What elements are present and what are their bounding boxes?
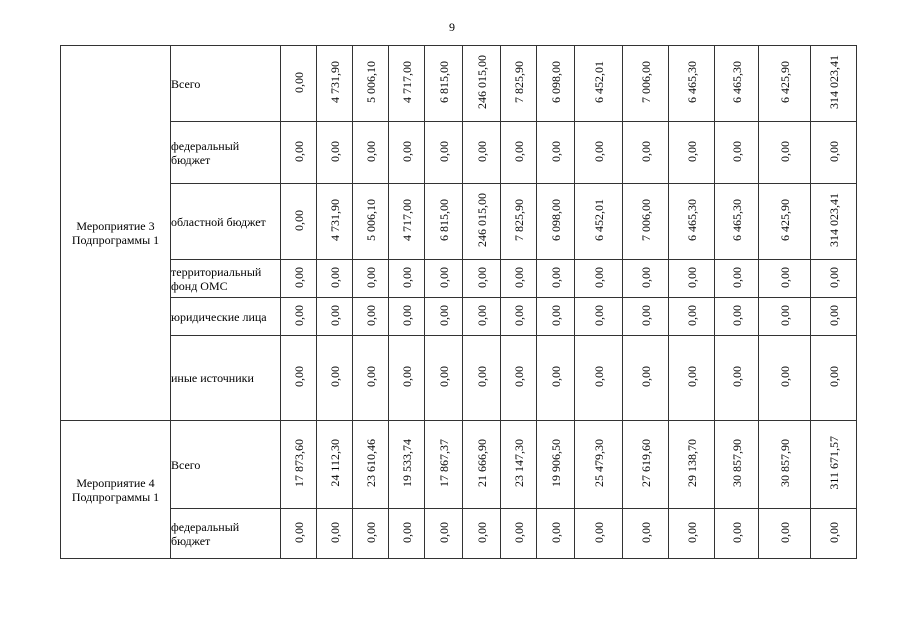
value-cell: [425, 336, 463, 421]
value-cell: [623, 122, 669, 184]
value-cell: [389, 46, 425, 122]
value-text: 0,00: [511, 266, 526, 288]
table-row: [61, 421, 857, 509]
value-cell: [575, 298, 623, 336]
value-cell: [669, 122, 715, 184]
value-cell: [317, 509, 353, 559]
value-cell: [353, 298, 389, 336]
table-row: [61, 122, 857, 184]
value-text: 6 098,00: [548, 61, 563, 103]
value-cell: [575, 336, 623, 421]
value-text: 7 006,00: [638, 61, 653, 103]
value-text: 0,00: [363, 366, 378, 387]
value-text: 0,00: [826, 521, 841, 543]
value-text: 314 023,41: [826, 55, 841, 109]
value-text: 0,00: [591, 521, 606, 543]
table-row: [61, 260, 857, 298]
value-text: 7 825,90: [511, 61, 526, 103]
value-cell: [463, 184, 501, 260]
funding-source: федеральный бюджет: [171, 509, 281, 559]
value-cell: [463, 298, 501, 336]
value-cell: [425, 122, 463, 184]
value-text: 0,00: [591, 266, 606, 288]
value-cell: [715, 184, 759, 260]
table-row: [61, 336, 857, 421]
value-cell: [759, 260, 811, 298]
value-cell: [575, 184, 623, 260]
value-cell: [759, 122, 811, 184]
value-text: 0,00: [291, 521, 306, 543]
value-text: 0,00: [729, 521, 744, 543]
value-cell: [317, 336, 353, 421]
value-text: 0,00: [327, 140, 342, 162]
value-cell: [623, 46, 669, 122]
value-text: 311 671,57: [826, 436, 841, 490]
value-cell: [389, 298, 425, 336]
value-text: 6 425,90: [777, 199, 792, 241]
event-name: Мероприятие 4 Подпрограммы 1: [61, 421, 171, 559]
value-text: 0,00: [474, 304, 489, 326]
value-text: 0,00: [291, 140, 306, 162]
value-text: 0,00: [363, 304, 378, 326]
value-text: 6 098,00: [548, 199, 563, 241]
value-text: 29 138,70: [684, 439, 699, 487]
value-text: 0,00: [638, 266, 653, 288]
value-cell: [501, 336, 537, 421]
value-text: 0,00: [436, 140, 451, 162]
value-text: 7 006,00: [638, 199, 653, 241]
value-cell: [317, 298, 353, 336]
value-text: 6 815,00: [436, 61, 451, 103]
value-cell: [281, 298, 317, 336]
value-cell: [669, 421, 715, 509]
value-text: 0,00: [548, 266, 563, 288]
value-cell: [537, 336, 575, 421]
value-text: 5 006,10: [363, 199, 378, 241]
value-cell: [389, 509, 425, 559]
value-cell: [537, 122, 575, 184]
value-cell: [537, 260, 575, 298]
value-cell: [463, 260, 501, 298]
value-cell: [759, 298, 811, 336]
value-cell: [537, 509, 575, 559]
value-cell: [425, 260, 463, 298]
value-text: 0,00: [399, 140, 414, 162]
value-text: 0,00: [474, 366, 489, 387]
funding-source: юридические лица: [171, 298, 281, 336]
value-text: 0,00: [684, 304, 699, 326]
value-cell: [389, 260, 425, 298]
value-text: 0,00: [826, 304, 841, 326]
value-cell: [715, 260, 759, 298]
value-text: 246 015,00: [474, 193, 489, 247]
value-text: 0,00: [474, 140, 489, 162]
value-cell: [317, 46, 353, 122]
value-cell: [575, 122, 623, 184]
value-cell: [537, 184, 575, 260]
value-text: 0,00: [638, 140, 653, 162]
value-text: 0,00: [291, 366, 306, 387]
value-text: 0,00: [684, 266, 699, 288]
value-cell: [281, 46, 317, 122]
value-text: 0,00: [777, 304, 792, 326]
value-text: 27 619,60: [638, 439, 653, 487]
value-cell: [575, 421, 623, 509]
value-cell: [669, 184, 715, 260]
value-cell: [575, 46, 623, 122]
value-text: 4 717,00: [399, 61, 414, 103]
value-text: 25 479,30: [591, 439, 606, 487]
value-text: 24 112,30: [327, 439, 342, 487]
value-text: 0,00: [684, 140, 699, 162]
funding-source: Всего: [171, 421, 281, 509]
value-cell: [669, 336, 715, 421]
value-text: 0,00: [399, 266, 414, 288]
value-text: 0,00: [291, 209, 306, 231]
value-cell: [715, 421, 759, 509]
value-cell: [317, 421, 353, 509]
value-text: 6 452,01: [591, 61, 606, 103]
table-row: [61, 46, 857, 122]
value-text: 0,00: [511, 521, 526, 543]
value-text: 0,00: [638, 366, 653, 387]
value-cell: [811, 298, 857, 336]
value-text: 314 023,41: [826, 193, 841, 247]
funding-source: иные источники: [171, 336, 281, 421]
value-cell: [811, 336, 857, 421]
value-text: 6 452,01: [591, 199, 606, 241]
funding-source: федеральный бюджет: [171, 122, 281, 184]
value-text: 0,00: [399, 521, 414, 543]
value-text: 6 465,30: [729, 199, 744, 241]
value-cell: [353, 421, 389, 509]
value-cell: [623, 298, 669, 336]
value-text: 0,00: [291, 266, 306, 288]
value-text: 246 015,00: [474, 55, 489, 109]
value-text: 23 610,46: [363, 439, 378, 487]
value-text: 6 425,90: [777, 61, 792, 103]
value-cell: [463, 46, 501, 122]
value-cell: [389, 122, 425, 184]
value-text: 17 873,60: [291, 439, 306, 487]
value-cell: [759, 184, 811, 260]
value-cell: [501, 46, 537, 122]
value-text: 0,00: [638, 304, 653, 326]
value-cell: [317, 260, 353, 298]
value-text: 19 533,74: [399, 439, 414, 487]
funding-source: Всего: [171, 46, 281, 122]
value-cell: [623, 509, 669, 559]
value-text: 0,00: [826, 266, 841, 288]
value-text: 6 465,30: [684, 61, 699, 103]
value-cell: [759, 336, 811, 421]
value-text: 0,00: [474, 521, 489, 543]
value-cell: [281, 122, 317, 184]
value-text: 21 666,90: [474, 439, 489, 487]
value-cell: [281, 509, 317, 559]
value-text: 0,00: [684, 366, 699, 387]
value-text: 0,00: [729, 140, 744, 162]
value-text: 6 815,00: [436, 199, 451, 241]
value-cell: [537, 46, 575, 122]
value-text: 0,00: [777, 521, 792, 543]
value-text: 0,00: [399, 366, 414, 387]
value-cell: [575, 260, 623, 298]
value-cell: [501, 509, 537, 559]
value-text: 6 465,30: [684, 199, 699, 241]
value-cell: [425, 509, 463, 559]
value-cell: [623, 421, 669, 509]
value-cell: [281, 184, 317, 260]
value-text: 0,00: [436, 521, 451, 543]
value-text: 17 867,37: [436, 439, 451, 487]
value-cell: [811, 184, 857, 260]
value-text: 0,00: [684, 521, 699, 543]
value-cell: [669, 260, 715, 298]
value-cell: [281, 260, 317, 298]
value-text: 30 857,90: [729, 439, 744, 487]
value-cell: [759, 46, 811, 122]
value-text: 0,00: [777, 266, 792, 288]
value-cell: [425, 184, 463, 260]
value-cell: [317, 184, 353, 260]
value-cell: [811, 509, 857, 559]
value-text: 0,00: [591, 366, 606, 387]
value-cell: [669, 509, 715, 559]
table-row: [61, 509, 857, 559]
table-row: [61, 298, 857, 336]
value-text: 0,00: [511, 304, 526, 326]
value-cell: [281, 421, 317, 509]
value-cell: [425, 298, 463, 336]
value-cell: [353, 260, 389, 298]
funding-table: [60, 45, 857, 559]
value-cell: [537, 421, 575, 509]
value-cell: [501, 122, 537, 184]
value-cell: [281, 336, 317, 421]
value-cell: [389, 336, 425, 421]
value-text: 30 857,90: [777, 439, 792, 487]
value-text: 0,00: [436, 266, 451, 288]
value-text: 0,00: [327, 266, 342, 288]
value-cell: [501, 421, 537, 509]
value-cell: [501, 184, 537, 260]
value-text: 6 465,30: [729, 61, 744, 103]
value-cell: [463, 509, 501, 559]
value-cell: [715, 46, 759, 122]
value-text: 0,00: [548, 366, 563, 387]
value-text: 0,00: [826, 366, 841, 387]
value-cell: [389, 421, 425, 509]
funding-source: территориальный фонд ОМС: [171, 260, 281, 298]
value-cell: [669, 298, 715, 336]
value-cell: [353, 509, 389, 559]
value-text: 0,00: [327, 521, 342, 543]
value-cell: [317, 122, 353, 184]
value-cell: [623, 184, 669, 260]
value-cell: [811, 46, 857, 122]
value-cell: [715, 336, 759, 421]
value-text: 0,00: [729, 266, 744, 288]
value-text: 0,00: [826, 140, 841, 162]
value-cell: [715, 122, 759, 184]
value-text: 0,00: [363, 266, 378, 288]
value-cell: [501, 260, 537, 298]
value-cell: [353, 46, 389, 122]
value-cell: [715, 509, 759, 559]
value-cell: [353, 336, 389, 421]
value-text: 0,00: [511, 366, 526, 387]
page-number: 9: [449, 20, 455, 34]
value-text: 0,00: [777, 366, 792, 387]
value-text: 0,00: [638, 521, 653, 543]
value-cell: [759, 509, 811, 559]
value-cell: [501, 298, 537, 336]
value-text: 0,00: [548, 521, 563, 543]
value-cell: [353, 184, 389, 260]
value-text: 0,00: [591, 140, 606, 162]
value-text: 0,00: [548, 140, 563, 162]
value-text: 0,00: [777, 140, 792, 162]
value-cell: [575, 509, 623, 559]
value-text: 7 825,90: [511, 199, 526, 241]
value-cell: [389, 184, 425, 260]
value-cell: [811, 421, 857, 509]
value-text: 0,00: [729, 366, 744, 387]
value-text: 23 147,30: [511, 439, 526, 487]
value-text: 0,00: [291, 304, 306, 326]
value-text: 4 731,90: [327, 199, 342, 241]
value-cell: [353, 122, 389, 184]
value-text: 0,00: [436, 304, 451, 326]
value-text: 19 906,50: [548, 439, 563, 487]
value-text: 0,00: [363, 140, 378, 162]
value-text: 0,00: [363, 521, 378, 543]
value-text: 0,00: [291, 71, 306, 93]
value-cell: [715, 298, 759, 336]
value-cell: [537, 298, 575, 336]
value-text: 0,00: [436, 366, 451, 387]
event-name: Мероприятие 3 Подпрограммы 1: [61, 46, 171, 421]
funding-source: областной бюджет: [171, 184, 281, 260]
value-cell: [623, 260, 669, 298]
value-cell: [463, 336, 501, 421]
value-text: 0,00: [511, 140, 526, 162]
value-cell: [463, 421, 501, 509]
value-cell: [425, 46, 463, 122]
value-text: 0,00: [548, 304, 563, 326]
value-cell: [759, 421, 811, 509]
value-text: 0,00: [729, 304, 744, 326]
value-text: 4 717,00: [399, 199, 414, 241]
value-cell: [425, 421, 463, 509]
value-text: 0,00: [591, 304, 606, 326]
value-text: 0,00: [327, 366, 342, 387]
value-text: 0,00: [327, 304, 342, 326]
value-cell: [623, 336, 669, 421]
value-cell: [463, 122, 501, 184]
table-row: [61, 184, 857, 260]
value-text: 4 731,90: [327, 61, 342, 103]
value-cell: [669, 46, 715, 122]
value-text: 5 006,10: [363, 61, 378, 103]
value-text: 0,00: [474, 266, 489, 288]
value-text: 0,00: [399, 304, 414, 326]
value-cell: [811, 122, 857, 184]
value-cell: [811, 260, 857, 298]
